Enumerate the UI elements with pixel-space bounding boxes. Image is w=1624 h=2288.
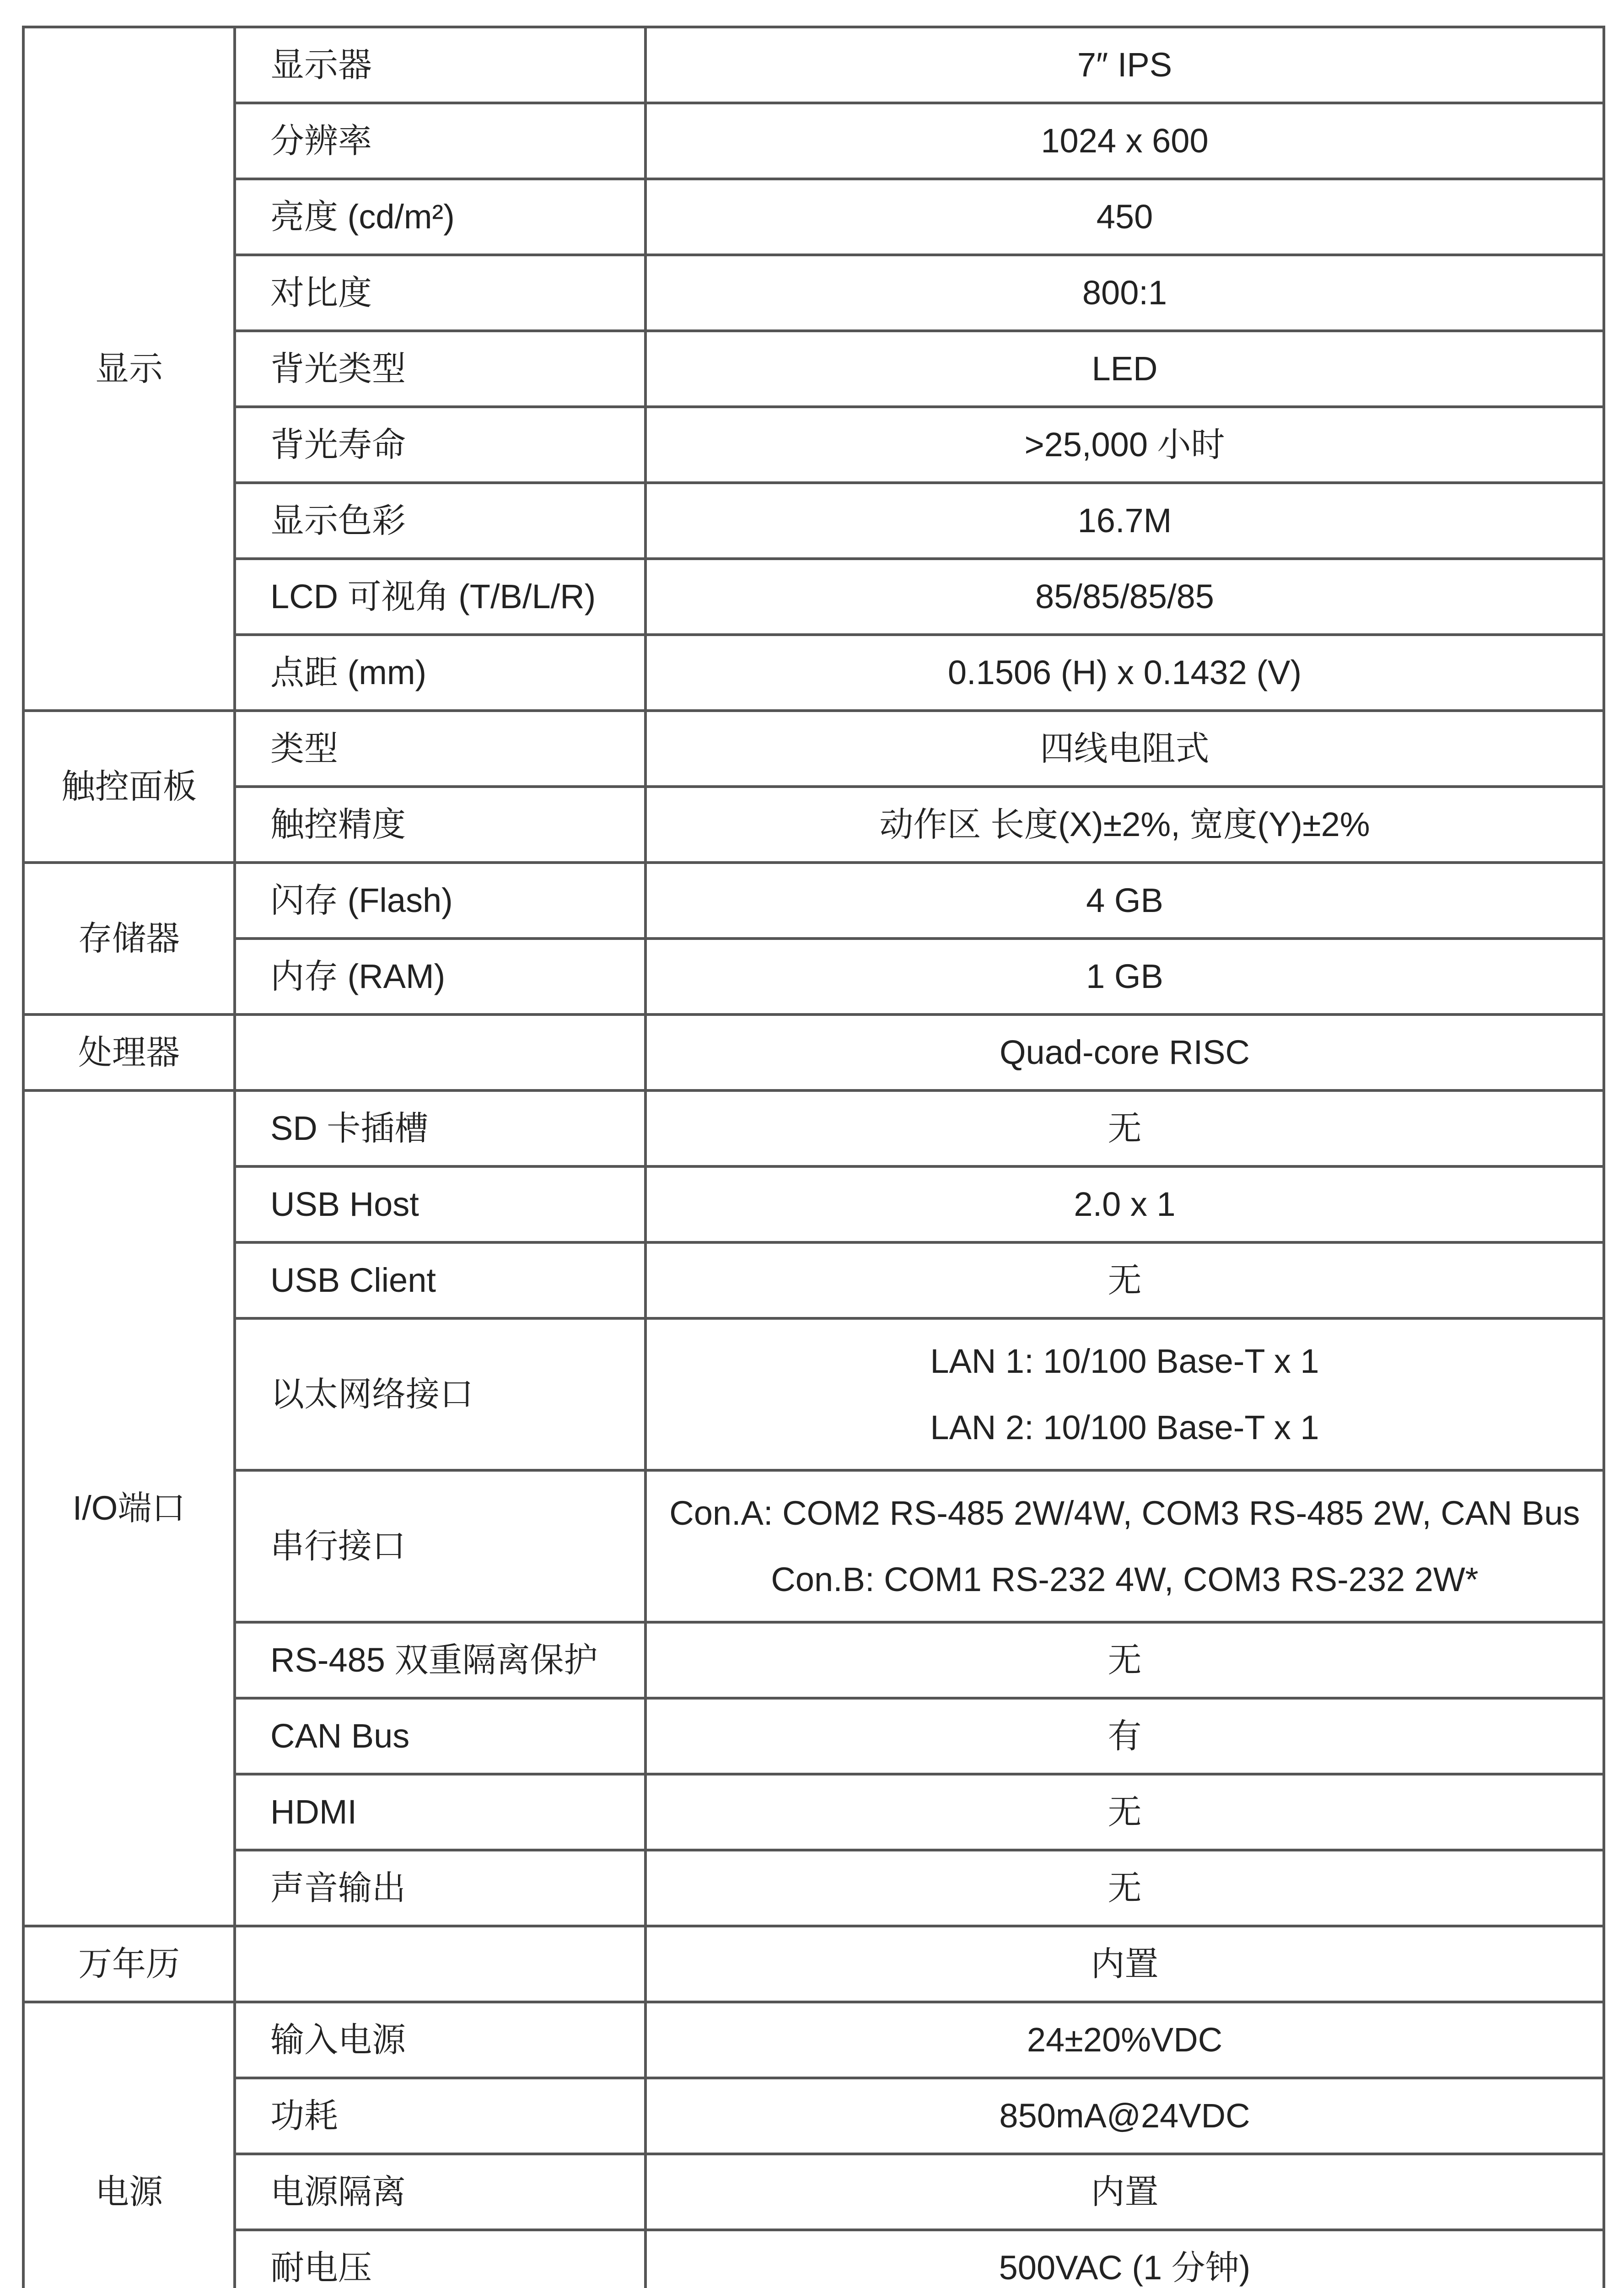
spec-value-line: 1 GB — [1086, 957, 1163, 996]
spec-row — [23, 27, 1604, 103]
spec-value-cell — [645, 1166, 1604, 1242]
spec-value-cell — [645, 1318, 1604, 1470]
spec-row — [23, 2002, 1604, 2078]
section-category-cell: 电源 — [23, 2002, 235, 2288]
spec-table-body — [23, 27, 1604, 2288]
spec-value-line: Con.B: COM1 RS-232 4W, COM3 RS-232 2W* — [771, 1560, 1479, 1598]
spec-item-cell: 显示器 — [235, 27, 645, 103]
spec-row — [23, 331, 1604, 407]
spec-row — [23, 1014, 1604, 1090]
spec-item-cell: 功耗 — [235, 2078, 645, 2154]
spec-item-cell: 点距 (mm) — [235, 635, 645, 711]
spec-value-cell — [645, 863, 1604, 939]
spec-value-cell — [645, 711, 1604, 787]
section-category-cell: 处理器 — [23, 1014, 235, 1090]
spec-value-cell — [645, 635, 1604, 711]
spec-value-line: 800:1 — [1082, 274, 1167, 312]
section-category-cell: 存储器 — [23, 863, 235, 1014]
spec-item-cell: USB Client — [235, 1242, 645, 1318]
spec-value-line: 动作区 长度(X)±2%, 宽度(Y)±2% — [879, 805, 1370, 844]
spec-row — [23, 939, 1604, 1014]
spec-value-line: 内置 — [1091, 1945, 1159, 1983]
spec-row — [23, 1698, 1604, 1774]
spec-value-cell — [645, 2154, 1604, 2230]
spec-item-cell: 串行接口 — [235, 1470, 645, 1622]
spec-value-line: 无 — [1108, 1793, 1142, 1831]
spec-item-cell: HDMI — [235, 1774, 645, 1850]
spec-item-cell: 类型 — [235, 711, 645, 787]
spec-value-cell — [645, 27, 1604, 103]
spec-value-line: 内置 — [1091, 2173, 1159, 2211]
spec-row — [23, 1850, 1604, 1926]
spec-value-line: 7″ IPS — [1077, 46, 1172, 84]
spec-value-cell — [645, 787, 1604, 863]
spec-row — [23, 179, 1604, 255]
spec-value-line: Con.A: COM2 RS-485 2W/4W, COM3 RS-485 2W, CAN Bus — [669, 1494, 1580, 1532]
spec-value-line: 16.7M — [1077, 502, 1172, 540]
spec-row — [23, 1090, 1604, 1166]
spec-value-cell — [645, 483, 1604, 559]
spec-row — [23, 1166, 1604, 1242]
spec-value-line: 有 — [1108, 1717, 1142, 1755]
spec-item-cell: 闪存 (Flash) — [235, 863, 645, 939]
spec-row — [23, 103, 1604, 179]
spec-value-line: 85/85/85/85 — [1035, 577, 1214, 616]
spec-table — [22, 26, 1605, 2288]
spec-row — [23, 1318, 1604, 1470]
spec-value-cell — [645, 1242, 1604, 1318]
spec-value-line: >25,000 小时 — [1024, 426, 1225, 464]
spec-row — [23, 635, 1604, 711]
spec-item-cell: 分辨率 — [235, 103, 645, 179]
spec-item-cell: 以太网络接口 — [235, 1318, 645, 1470]
spec-value-line: LAN 1: 10/100 Base-T x 1 — [930, 1342, 1319, 1380]
spec-row — [23, 2078, 1604, 2154]
spec-item-cell: 内存 (RAM) — [235, 939, 645, 1014]
spec-value-line: LED — [1092, 350, 1158, 388]
spec-value-line: LAN 2: 10/100 Base-T x 1 — [930, 1408, 1319, 1446]
spec-item-cell — [235, 1014, 645, 1090]
spec-value-line: 2.0 x 1 — [1074, 1185, 1176, 1224]
spec-item-cell: SD 卡插槽 — [235, 1090, 645, 1166]
spec-value-cell — [645, 1850, 1604, 1926]
spec-value-cell — [645, 1470, 1604, 1622]
spec-value-cell — [645, 939, 1604, 1014]
spec-item-cell — [235, 1926, 645, 2002]
spec-item-cell: 电源隔离 — [235, 2154, 645, 2230]
spec-value-line: 无 — [1108, 1869, 1142, 1907]
spec-value-cell — [645, 179, 1604, 255]
spec-value-cell — [645, 2078, 1604, 2154]
spec-item-cell: 亮度 (cd/m²) — [235, 179, 645, 255]
spec-value-cell — [645, 1622, 1604, 1698]
spec-value-cell — [645, 2002, 1604, 2078]
spec-value-line: 1024 x 600 — [1041, 122, 1209, 160]
spec-item-cell: 对比度 — [235, 255, 645, 331]
section-category-cell: 万年历 — [23, 1926, 235, 2002]
spec-value-line: 850mA@24VDC — [999, 2097, 1250, 2135]
spec-item-cell: 显示色彩 — [235, 483, 645, 559]
spec-value-cell — [645, 1926, 1604, 2002]
section-category-cell: 显示 — [23, 27, 235, 711]
spec-row — [23, 1242, 1604, 1318]
spec-item-cell: RS-485 双重隔离保护 — [235, 1622, 645, 1698]
spec-item-cell: 输入电源 — [235, 2002, 645, 2078]
spec-value-line: 4 GB — [1086, 881, 1163, 920]
spec-row — [23, 711, 1604, 787]
spec-value-cell — [645, 103, 1604, 179]
spec-item-cell: CAN Bus — [235, 1698, 645, 1774]
spec-row — [23, 2230, 1604, 2288]
spec-row — [23, 1926, 1604, 2002]
spec-value-cell — [645, 1698, 1604, 1774]
section-category-cell: 触控面板 — [23, 711, 235, 863]
spec-row — [23, 407, 1604, 483]
spec-row — [23, 559, 1604, 635]
spec-row — [23, 483, 1604, 559]
section-category-cell: I/O端口 — [23, 1090, 235, 1926]
spec-row — [23, 255, 1604, 331]
spec-value-line: 450 — [1096, 198, 1153, 236]
spec-item-cell: 背光类型 — [235, 331, 645, 407]
spec-value-cell — [645, 2230, 1604, 2288]
spec-value-line: 四线电阻式 — [1040, 729, 1210, 768]
spec-row — [23, 1470, 1604, 1622]
spec-value-cell — [645, 407, 1604, 483]
spec-item-cell: 触控精度 — [235, 787, 645, 863]
spec-item-cell: LCD 可视角 (T/B/L/R) — [235, 559, 645, 635]
spec-row — [23, 2154, 1604, 2230]
spec-row — [23, 787, 1604, 863]
spec-value-line: 0.1506 (H) x 0.1432 (V) — [947, 653, 1302, 692]
spec-value-cell — [645, 1090, 1604, 1166]
spec-value-line: Quad-core RISC — [1000, 1033, 1250, 1072]
spec-row — [23, 1774, 1604, 1850]
spec-value-line: 无 — [1108, 1641, 1142, 1679]
spec-value-line: 24±20%VDC — [1027, 2021, 1223, 2059]
spec-row — [23, 1622, 1604, 1698]
spec-item-cell: USB Host — [235, 1166, 645, 1242]
spec-value-cell — [645, 331, 1604, 407]
spec-item-cell: 声音输出 — [235, 1850, 645, 1926]
spec-value-cell — [645, 1774, 1604, 1850]
spec-row — [23, 863, 1604, 939]
spec-value-line: 500VAC (1 分钟) — [999, 2249, 1251, 2287]
spec-value-cell — [645, 255, 1604, 331]
spec-item-cell: 背光寿命 — [235, 407, 645, 483]
spec-value-cell — [645, 1014, 1604, 1090]
spec-value-cell — [645, 559, 1604, 635]
spec-value-line: 无 — [1108, 1109, 1142, 1148]
spec-value-line: 无 — [1108, 1261, 1142, 1300]
spec-item-cell: 耐电压 — [235, 2230, 645, 2288]
